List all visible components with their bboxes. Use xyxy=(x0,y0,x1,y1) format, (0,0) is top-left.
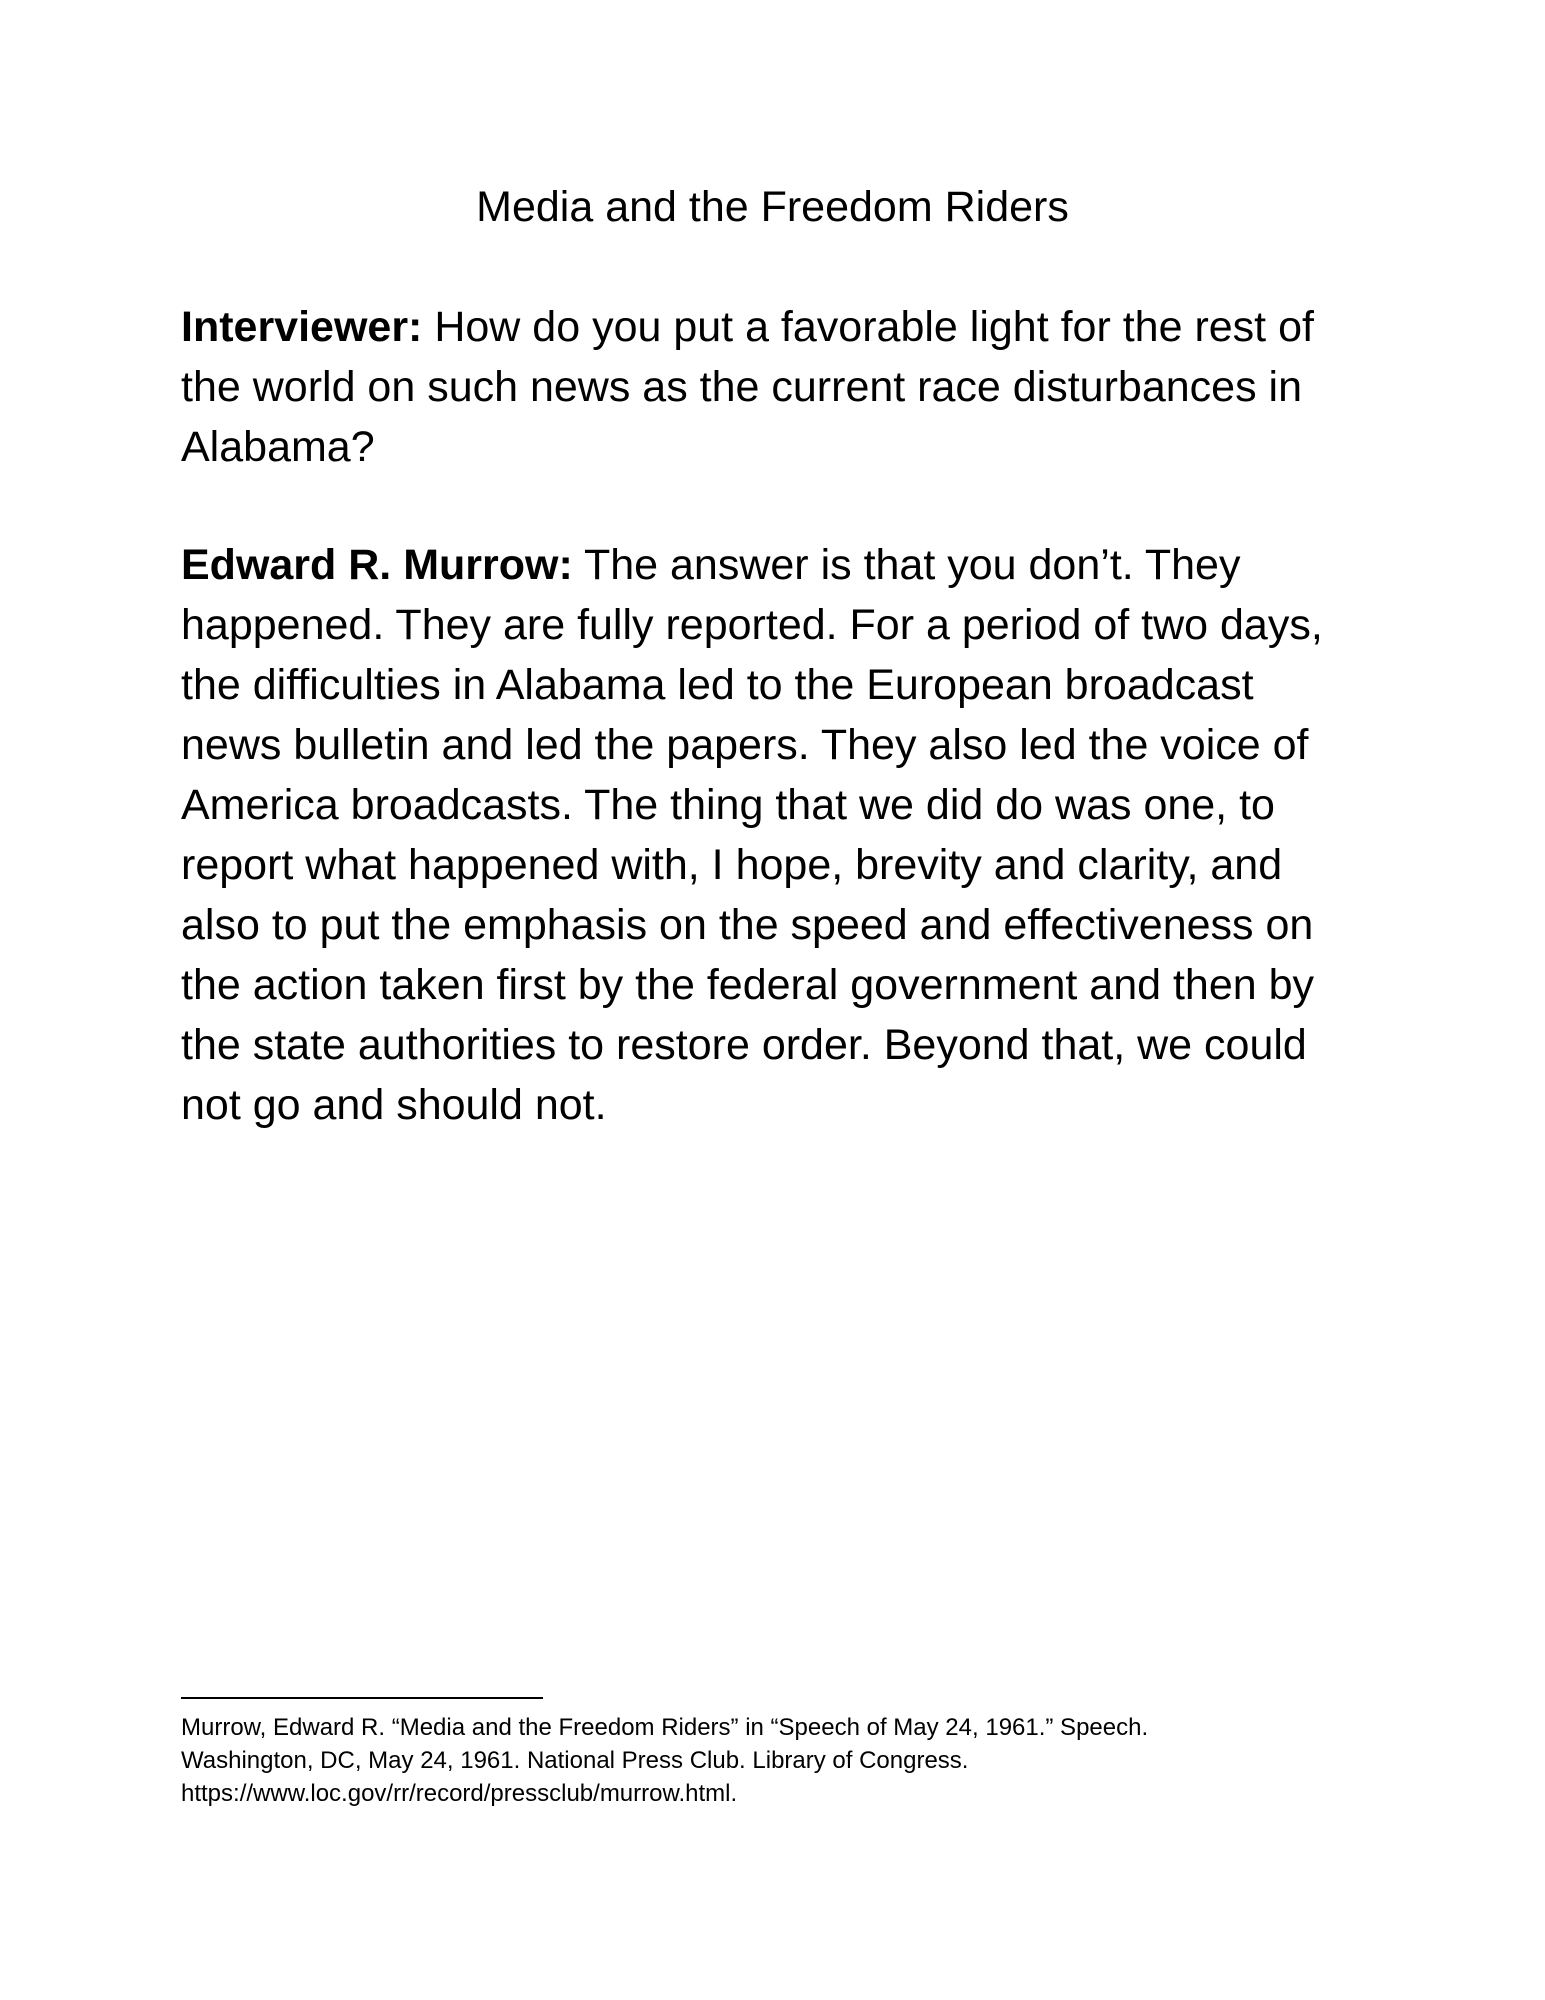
murrow-answer xyxy=(181,535,1361,1135)
document-title: Media and the Freedom Riders xyxy=(476,183,1069,231)
interviewer-question-text: How do you put a favorable light for the rest of the world on such news as the current race disturbances in Alabama? xyxy=(181,303,1314,471)
footnote-citation xyxy=(181,1711,1381,1810)
speaker-label-murrow: Edward R. Murrow: xyxy=(181,541,573,589)
footnote-line: Washington, DC, May 24, 1961. National Press Club. Library of Congress. xyxy=(181,1747,969,1774)
footnote-url: https://www.loc.gov/rr/record/pressclub/murrow.html. xyxy=(181,1780,738,1807)
murrow-answer-text: The answer is that you don’t. They happened. They are fully reported. For a period of two days, the difficulties in Alabama led to the European broadcast news bulletin and led the papers. They also led the voice of America broadcasts. The thing that we did do was one, to report what happened with, I hope, brevity and clarity, and also to put the emphasis on the speed and effectiveness on the action taken first by the federal government and then by the state authorities to restore order. Beyond that, we could not go and should not. xyxy=(181,541,1323,1129)
speaker-label-interviewer: Interviewer: xyxy=(181,303,423,351)
interviewer-question xyxy=(181,297,1361,477)
footnote-line: Murrow, Edward R. “Media and the Freedom Riders” in “Speech of May 24, 1961.” Speech. xyxy=(181,1714,1149,1741)
footnote-separator xyxy=(181,1697,543,1699)
